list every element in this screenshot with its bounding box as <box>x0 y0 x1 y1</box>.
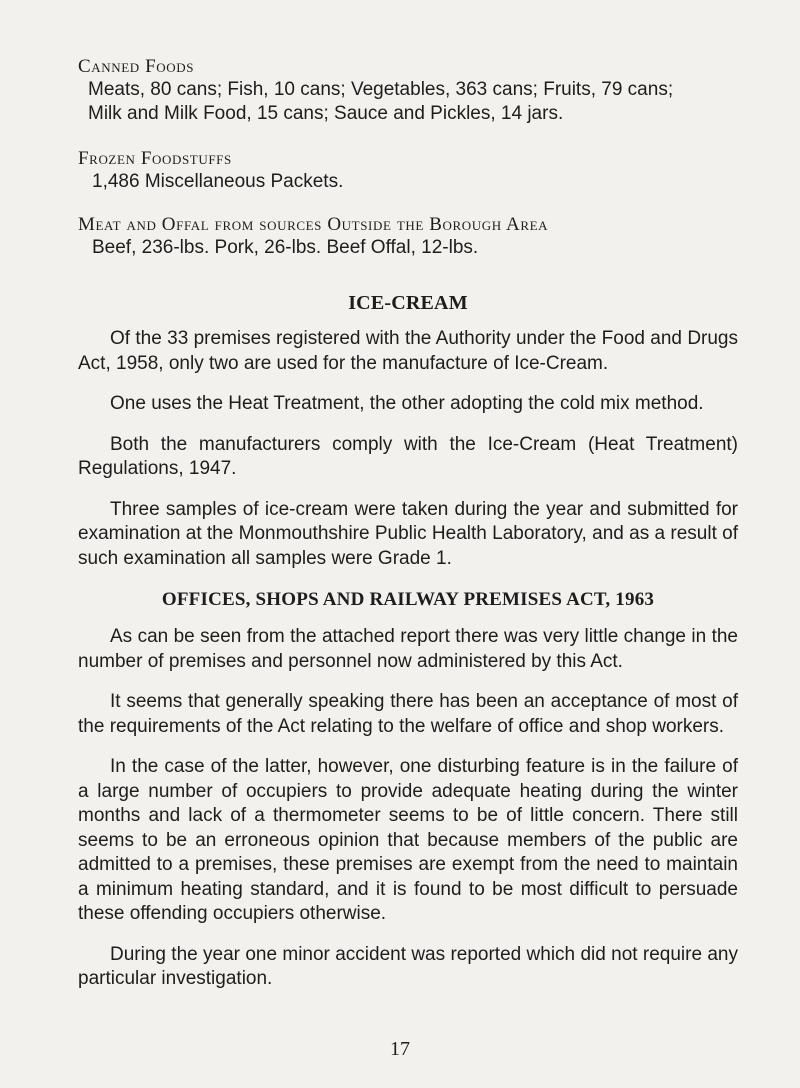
offices-act-title: OFFICES, SHOPS AND RAILWAY PREMISES ACT, 1963 <box>161 589 655 610</box>
meat-offal-line: Beef, 236-lbs. Pork, 26-lbs. Beef Offal, 12-lbs. <box>92 237 479 258</box>
ice-cream-paragraph-4: Three samples of ice-cream were taken during the year and submitted for examination at the Monmouthshire Public Health Laboratory, and as a result of such examination all samples were Grade 1. <box>78 498 738 569</box>
ice-cream-paragraph-2: One uses the Heat Treatment, the other adopting the cold mix method. <box>110 393 704 414</box>
ice-cream-paragraph-3: Both the manufacturers comply with the Ice-Cream (Heat Treatment) Regulations, 1947. <box>78 433 738 479</box>
offices-paragraph-3: In the case of the latter, however, one disturbing feature is in the failure of a large number of occupiers to provide adequate heating during the winter months and lack of a thermometer seems to be of little concern. There still seems to be an erroneous opinion that because members of the public are admitted to a premises, these premises are exempt from the need to maintain a minimum heating standard, and it is found to be most difficult to persuade these offending occupiers otherwise. <box>78 756 738 924</box>
canned-foods-line-2: Milk and Milk Food, 15 cans; Sauce and Pickles, 14 jars. <box>88 103 564 124</box>
page-number: 17 <box>390 1038 410 1060</box>
frozen-foodstuffs-section <box>78 148 738 194</box>
canned-foods-section <box>78 56 738 126</box>
offices-paragraph-2: It seems that generally speaking there has been an acceptance of most of the requirements of the Act relating to the welfare of office and shop workers. <box>78 691 738 737</box>
meat-offal-section <box>78 214 738 260</box>
offices-paragraph-4: During the year one minor accident was reported which did not require any particular investigation. <box>78 943 738 989</box>
frozen-foodstuffs-line: 1,486 Miscellaneous Packets. <box>92 171 344 192</box>
ice-cream-paragraph-1: Of the 33 premises registered with the Authority under the Food and Drugs Act, 1958, only two are used for the manufacture of Ice-Cream. <box>78 328 738 374</box>
ice-cream-title: ICE-CREAM <box>348 292 468 314</box>
canned-foods-line-1: Meats, 80 cans; Fish, 10 cans; Vegetables, 363 cans; Fruits, 79 cans; <box>88 79 674 100</box>
canned-foods-heading: Canned Foods <box>78 56 195 77</box>
meat-offal-heading: Meat and Offal from sources Outside the Borough Area <box>78 214 549 235</box>
frozen-foodstuffs-heading: Frozen Foodstuffs <box>78 148 232 169</box>
document-page <box>78 56 738 992</box>
offices-paragraph-1: As can be seen from the attached report there was very little change in the number of premises and personnel now administered by this Act. <box>78 626 738 672</box>
